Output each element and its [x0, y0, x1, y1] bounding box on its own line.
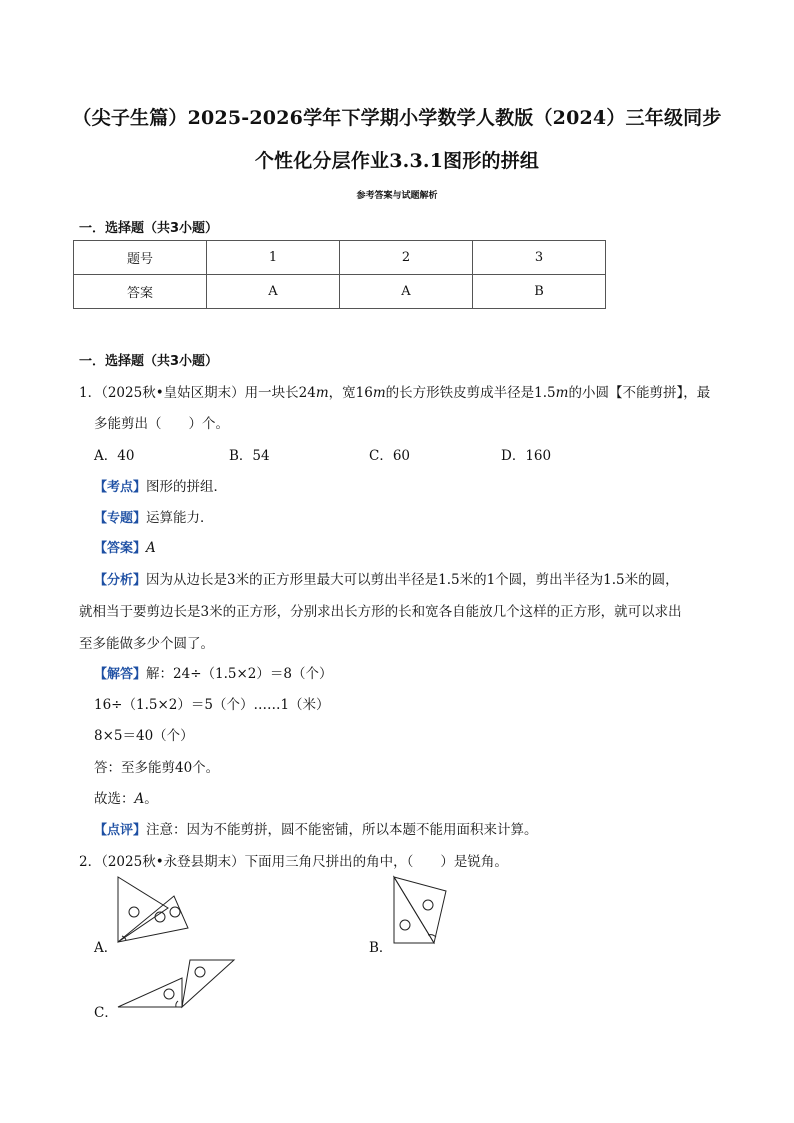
q1-jieda-line1: 【解答】解：24÷（1.5×2）＝8（个）	[94, 666, 333, 682]
table-cell: 1	[207, 241, 340, 275]
q1-stem-line1: 1．（2025秋•皇姑区期末）用一块长24m，宽16m的长方形铁皮剪成半径是1.5m的小圆【不能剪拼】，最	[79, 385, 711, 401]
ruler-hole-circle	[195, 967, 205, 977]
document-subtitle: 参考答案与试题解析	[356, 191, 438, 201]
document-title-line2: 个性化分层作业3.3.1图形的拼组	[254, 150, 540, 172]
angle-arc-mark	[176, 1001, 178, 1007]
q1-kaodian: 【考点】图形的拼组．	[94, 479, 228, 495]
q1-fenxi-line3: 至多能做多少个圆了。	[79, 636, 214, 652]
q2-option-b-label: B．	[369, 940, 393, 956]
q2-stem: 2．（2025秋•永登县期末）下面用三角尺拼出的角中，（ ）是锐角。	[79, 854, 508, 870]
triangle-ruler-right	[394, 877, 446, 943]
ruler-hole-circle	[129, 907, 139, 917]
table-row	[74, 275, 606, 309]
q1-fenxi-line2: 就相当于要剪边长是3米的正方形，分别求出长方形的长和宽各自能放几个这样的正方形，就可以求出	[79, 604, 682, 620]
q1-option-c: C．60	[369, 448, 411, 464]
q1-guxuan: 故选：A。	[94, 791, 158, 807]
q2-option-c-triangles-figure	[114, 956, 240, 1012]
q1-option-d: D．160	[501, 448, 552, 464]
q1-stem-line2: 多能剪出（ ）个。	[94, 416, 229, 432]
answer-table	[73, 240, 606, 309]
section-heading-choice: 一．选择题（共3小题）	[79, 221, 219, 236]
triangle-ruler-left	[118, 877, 168, 942]
table-row	[74, 241, 606, 275]
triangle-ruler-right	[182, 960, 234, 1007]
ruler-hole-circle	[164, 989, 174, 999]
q2-option-a-triangles-figure	[112, 872, 192, 946]
q1-jieda-line4: 答：至多能剪40个。	[94, 760, 220, 776]
q1-fenxi-line1: 【分析】因为从边长是3米的正方形里最大可以剪出半径是1.5米的1个圆，剪出半径为1.5米的圆，	[94, 572, 679, 588]
document-title-line1: （尖子生篇）2025-2026学年下学期小学数学人教版（2024）三年级同步	[72, 107, 722, 129]
q1-dianping: 【点评】注意：因为不能剪拼，圆不能密铺，所以本题不能用面积来计算。	[94, 822, 538, 838]
ruler-hole-circle	[400, 920, 410, 930]
table-cell: A	[207, 275, 340, 309]
table-header-cell: 答案	[74, 275, 207, 309]
q2-option-a-label: A．	[94, 940, 118, 956]
q2-option-b-triangles-figure	[388, 873, 452, 945]
q1-answer: 【答案】A	[94, 540, 156, 556]
section-heading-choice-detail: 一．选择题（共3小题）	[79, 354, 219, 369]
table-cell: 3	[473, 241, 606, 275]
table-cell: B	[473, 275, 606, 309]
table-cell: A	[340, 275, 473, 309]
ruler-hole-circle	[170, 907, 180, 917]
q1-jieda-line3: 8×5＝40（个）	[94, 728, 194, 744]
q1-zhuanti: 【专题】运算能力．	[94, 510, 214, 526]
ruler-hole-circle	[423, 900, 433, 910]
q1-jieda-line2: 16÷（1.5×2）＝5（个）……1（米）	[94, 697, 330, 713]
triangle-ruler-left	[118, 978, 182, 1007]
table-cell: 2	[340, 241, 473, 275]
q1-option-a: A．40	[94, 448, 135, 464]
table-header-cell: 题号	[74, 241, 207, 275]
q1-option-b: B．54	[229, 448, 270, 464]
q2-option-c-label: C．	[94, 1005, 118, 1021]
